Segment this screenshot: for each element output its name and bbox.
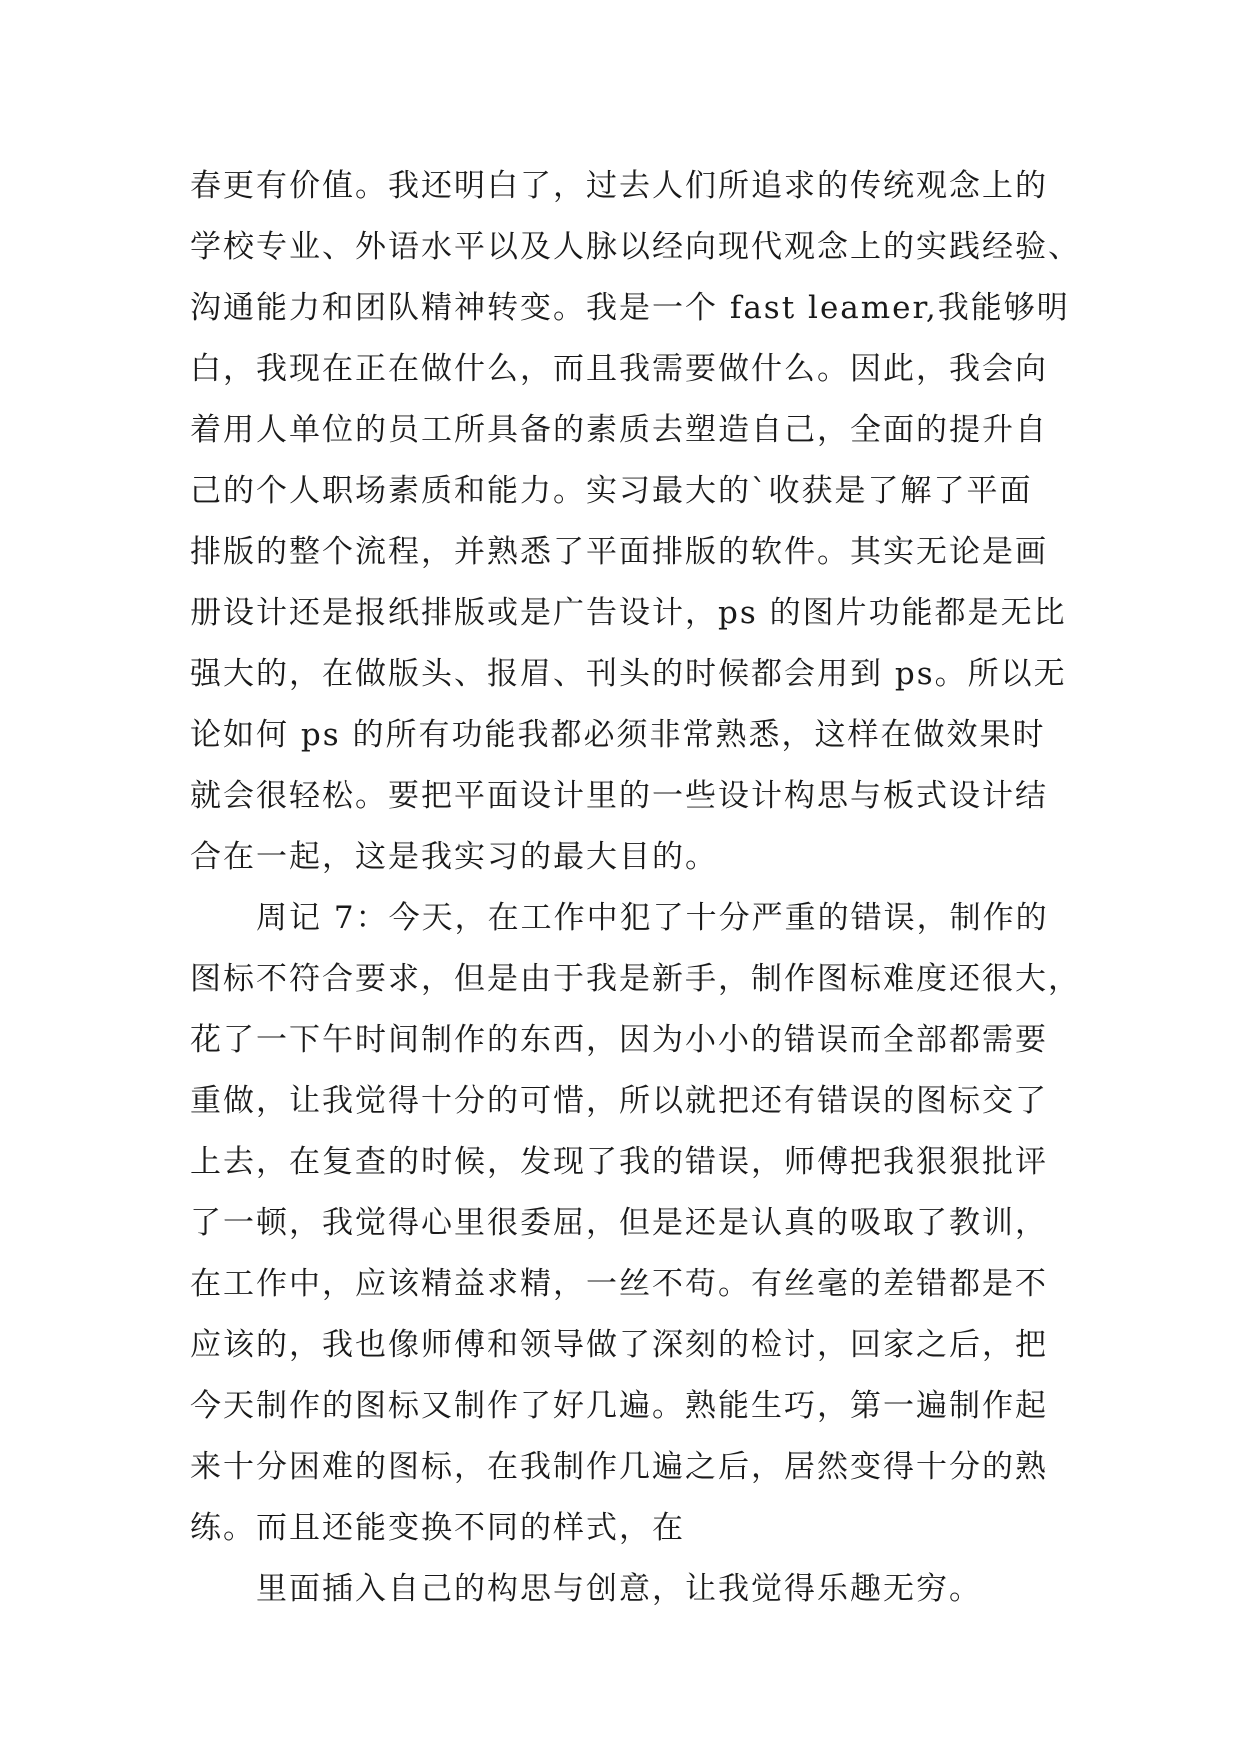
text-line: 强大的，在做版头、报眉、刊头的时候都会用到 ps。所以无 xyxy=(190,656,1067,692)
text-line: 册设计还是报纸排版或是广告设计，ps 的图片功能都是无比 xyxy=(190,595,1067,631)
text-line: 应该的，我也像师傅和领导做了深刻的检讨，回家之后，把 xyxy=(190,1327,1048,1363)
paragraph-start-line: 里面插入自己的构思与创意，让我觉得乐趣无穷。 xyxy=(256,1571,982,1607)
text-line: 上去，在复查的时候，发现了我的错误，师傅把我狠狠批评 xyxy=(190,1144,1048,1180)
text-line: 就会很轻松。要把平面设计里的一些设计构思与板式设计结 xyxy=(190,778,1048,814)
text-line: 着用人单位的员工所具备的素质去塑造自己，全面的提升自 xyxy=(190,412,1048,448)
text-line: 来十分困难的图标，在我制作几遍之后，居然变得十分的熟 xyxy=(190,1449,1048,1485)
text-line: 沟通能力和团队精神转变。我是一个 fast leamer,我能够明 xyxy=(190,290,1070,326)
text-line: 图标不符合要求，但是由于我是新手，制作图标难度还很大， xyxy=(190,961,1081,997)
text-line: 了一顿，我觉得心里很委屈，但是还是认真的吸取了教训， xyxy=(190,1205,1048,1241)
text-line: 论如何 ps 的所有功能我都必须非常熟悉，这样在做效果时 xyxy=(190,717,1046,753)
text-line: 学校专业、外语水平以及人脉以经向现代观念上的实践经验、 xyxy=(190,229,1081,265)
text-line: 练。而且还能变换不同的样式，在 xyxy=(190,1510,685,1546)
text-line: 白，我现在正在做什么，而且我需要做什么。因此，我会向 xyxy=(190,351,1048,387)
text-line: 春更有价值。我还明白了，过去人们所追求的传统观念上的 xyxy=(190,168,1048,204)
paragraph-start-line: 周记 7：今天，在工作中犯了十分严重的错误，制作的 xyxy=(256,900,1049,936)
text-line: 花了一下午时间制作的东西，因为小小的错误而全部都需要 xyxy=(190,1022,1048,1058)
text-line: 合在一起，这是我实习的最大目的。 xyxy=(190,839,718,875)
text-line: 重做，让我觉得十分的可惜，所以就把还有错误的图标交了 xyxy=(190,1083,1048,1119)
text-line: 今天制作的图标又制作了好几遍。熟能生巧，第一遍制作起 xyxy=(190,1388,1048,1424)
text-line: 己的个人职场素质和能力。实习最大的`收获是了解了平面 xyxy=(190,473,1033,509)
body-text xyxy=(190,164,1090,1628)
text-line: 排版的整个流程，并熟悉了平面排版的软件。其实无论是画 xyxy=(190,534,1048,570)
text-line: 在工作中，应该精益求精，一丝不苟。有丝毫的差错都是不 xyxy=(190,1266,1048,1302)
